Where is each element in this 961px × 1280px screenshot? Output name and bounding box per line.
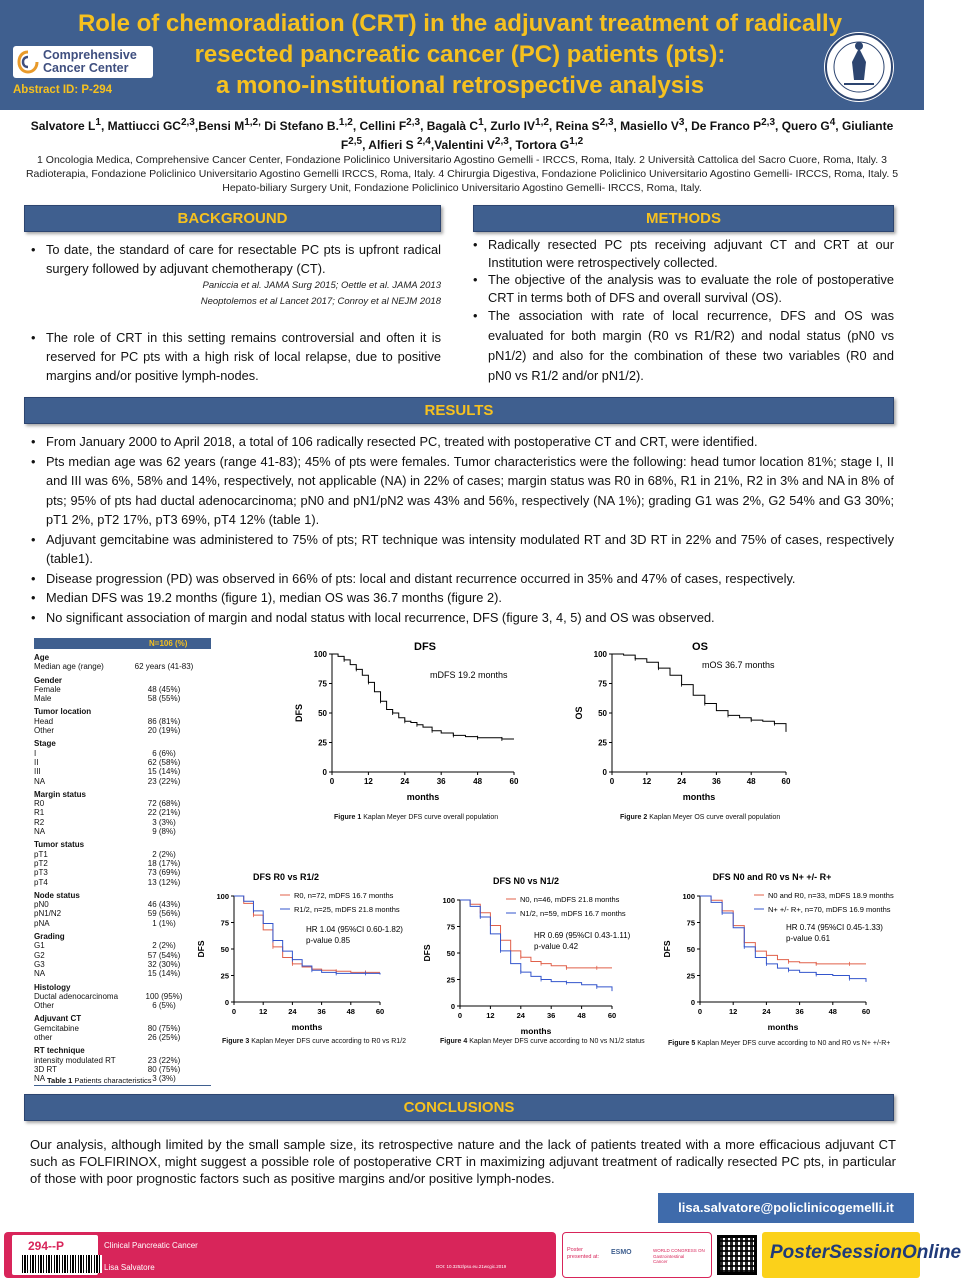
table-group — [34, 1014, 211, 1042]
table-row-value: 23 (22%) — [147, 776, 181, 786]
table-row-value: 100 (95%) — [145, 991, 183, 1001]
chart0-x-label: months — [406, 792, 440, 802]
chart1-y-tick-label: 50 — [598, 709, 607, 718]
chart2-x-tick-label: 60 — [375, 1007, 385, 1016]
table-row-value: 46 (43%) — [147, 900, 181, 910]
table-row-label: R2 — [34, 817, 45, 827]
poster-id-box — [12, 1235, 98, 1275]
table-row-label: G3 — [34, 959, 45, 969]
chart4-y-tick-label: 25 — [686, 971, 695, 981]
results-bullet — [26, 530, 894, 569]
table-row-label: pT3 — [34, 868, 48, 878]
pso-logo-text: PosterSessionOnline — [770, 1242, 961, 1263]
table-row — [34, 808, 211, 817]
figure5-dfs-n0r0-vs-nplus-chart — [662, 868, 894, 1032]
chart4-legend-entry: N0 and R0, n=33, mDFS 18.9 months — [768, 891, 894, 900]
chart2-y-tick-label: 25 — [220, 971, 229, 981]
table-group-title: Adjuvant CT — [34, 1014, 82, 1024]
table-row-value: 20 (19%) — [147, 726, 181, 736]
chart4-x-label: months — [767, 1022, 799, 1032]
chart3-legend-entry: N0, n=46, mDFS 21.8 months — [520, 895, 620, 904]
results-bullet-text: Pts median age was 62 years (range 41-83); 45% of pts were females. Tumor characteristics were the following: head tumor location 81%; stage I, II and III was 6%, 58% and 14%, respectively, not applicable (NA) in 22% of cases; margin status was R0 in 68%, R1 in 21%, R2 in 3% and NA in 8% of pts; 95% of pts had ductal adenocarcinoma; pN0 and pN1/pN2 was 43% and 56%, respectively (NA 1%); grading G1 was 2%, G2 54% and G3 30%; pT1 2%, pT2 17%, pT3 69%, pT4 12% (table 1). — [46, 453, 894, 527]
table-row — [34, 1065, 211, 1074]
chart3-x-tick-label: 24 — [516, 1011, 525, 1020]
chart2-x-tick-label: 48 — [346, 1007, 355, 1016]
table-row — [34, 694, 211, 703]
gi-congress-logo — [653, 1248, 705, 1265]
cancer-center-logo-icon — [17, 50, 39, 74]
chart3-y-tick-label: 100 — [442, 896, 455, 905]
chart4-title: DFS N0 and R0 vs N+ +/- R+ — [712, 872, 832, 882]
table-row-value: 26 (25%) — [147, 1032, 181, 1042]
chart2-x-tick-label: 0 — [231, 1007, 237, 1016]
chart4-y-label: DFS — [662, 940, 672, 958]
table-row — [34, 717, 211, 726]
background-bullet-text: To date, the standard of care for resectable PC pts is upfront radical surgery followed by adjuvant chemotherapy (CT). — [46, 242, 441, 276]
table-row-value: 23 (22%) — [147, 1055, 181, 1065]
table-caption-label: Table 1 — [47, 1076, 73, 1085]
chart3-legend-entry: N1/2, n=59, mDFS 16.7 months — [520, 909, 626, 918]
table-row-value: 9 (8%) — [152, 827, 176, 837]
table-row-label: Other — [34, 1001, 55, 1011]
table-row — [34, 818, 211, 827]
chart2-annotation: p-value 0.85 — [306, 936, 351, 945]
footer-author: Lisa Salvatore — [104, 1263, 155, 1272]
gi-line3: Cancer — [653, 1259, 668, 1264]
table-row — [34, 1024, 211, 1033]
title-line2: resected pancreatic cancer (PC) patients (pts): — [194, 41, 726, 68]
figure4-caption-label: Figure 4 — [440, 1038, 468, 1045]
chart0-y-tick-label: 50 — [318, 709, 327, 718]
table-row-value: 62 years (41-83) — [134, 662, 194, 672]
figure5-caption-text: Kaplan Meyer DFS curve according to N0 and R0 vs N+ +/-R+ — [697, 1040, 891, 1047]
table-row-value: 15 (14%) — [147, 767, 181, 777]
abstract-id: Abstract ID: P-294 — [13, 84, 113, 96]
table-row-label: Ductal adenocarcinoma — [34, 991, 119, 1001]
chart1-title: OS — [692, 641, 708, 653]
presented-line2: presented at: — [567, 1254, 600, 1260]
methods-bullet — [468, 271, 894, 306]
table-group-title: Age — [34, 653, 50, 662]
chart2-x-label: months — [291, 1022, 323, 1032]
gi-line1: WORLD CONGRESS ON — [653, 1248, 705, 1253]
figure1-caption-label: Figure 1 — [334, 814, 362, 821]
table-row — [34, 919, 211, 928]
table-row-label: pN0 — [34, 900, 49, 910]
footer-info-bar — [4, 1232, 556, 1278]
table-row-label: II — [34, 757, 39, 767]
chart2-legend-entry: R1/2, n=25, mDFS 21.8 months — [294, 905, 400, 914]
poster-footer — [0, 1232, 961, 1280]
table-group — [34, 676, 211, 704]
chart2-title: DFS R0 vs R1/2 — [252, 872, 320, 882]
table-row-value: 6 (6%) — [152, 748, 176, 758]
methods-bullet-text: The objective of the analysis was to evaluate the role of postoperative CRT in terms both of DFS and overall survival (OS). — [488, 272, 894, 305]
table-group-title: Grading — [34, 932, 65, 942]
chart4-x-tick-label: 36 — [795, 1007, 804, 1016]
table-row-value: 62 (58%) — [147, 757, 181, 767]
table-group-title: Tumor status — [34, 840, 85, 850]
chart1-x-tick-label: 36 — [711, 777, 721, 786]
table-row — [34, 969, 211, 978]
table-group — [34, 891, 211, 928]
table-group-title: RT technique — [34, 1046, 85, 1056]
figure3-caption-label: Figure 3 — [222, 1038, 250, 1045]
results-bullet-text: From January 2000 to April 2018, a total of 106 radically resected PC, treated with postoperative CT and CRT, were identified. — [46, 434, 758, 449]
table-row-label: NA — [34, 776, 46, 786]
background-heading-bar — [24, 205, 441, 232]
table-group — [34, 653, 211, 672]
table-group — [34, 790, 211, 836]
title-line1: Role of chemoradiation (CRT) in the adjuvant treatment of radically — [77, 10, 843, 37]
table-row-label: G1 — [34, 941, 45, 951]
table-row — [34, 1056, 211, 1065]
methods-bullet — [468, 236, 894, 271]
figure4-caption-text: Kaplan Meyer DFS curve according to N0 vs N1/2 status — [469, 1038, 645, 1045]
table-row-value: 80 (75%) — [147, 1023, 181, 1033]
logo-line2: Cancer Center — [43, 61, 129, 75]
table-row-label: pT4 — [34, 877, 48, 887]
table-row-label: pT2 — [34, 858, 48, 868]
figure1-dfs-chart — [290, 636, 530, 808]
title-line3: a mono-institutional retrospective analysis — [215, 72, 705, 99]
table-header-row — [34, 638, 211, 649]
table-row-value: 73 (69%) — [147, 868, 181, 878]
table-row-label: Gemcitabine — [34, 1023, 79, 1033]
table-row-label: NA — [34, 827, 46, 837]
university-seal-icon — [824, 32, 894, 102]
chart2-x-tick-label: 36 — [317, 1007, 326, 1016]
figure1-caption — [334, 814, 498, 821]
chart1-y-label: OS — [574, 706, 584, 720]
table-row — [34, 758, 211, 767]
conclusions-heading-bar — [24, 1094, 894, 1121]
table-row-label: G2 — [34, 950, 45, 960]
chart2-x-tick-label: 12 — [259, 1007, 268, 1016]
results-heading-bar — [24, 397, 894, 424]
chart3-annotation: HR 0.69 (95%CI 0.43-1.11) — [534, 931, 631, 940]
chart1-x-tick-label: 24 — [677, 777, 687, 786]
figure4-caption — [440, 1038, 645, 1045]
footer-topic: Clinical Pancreatic Cancer — [104, 1241, 198, 1250]
table-row — [34, 868, 211, 877]
chart1-x-label: months — [682, 792, 716, 802]
poster-header — [0, 0, 924, 110]
results-bullet — [26, 569, 894, 589]
table-row-label: R1 — [34, 808, 45, 818]
table-row — [34, 960, 211, 969]
table-row-value: 2 (2%) — [152, 941, 176, 951]
poster-session-online-logo[interactable] — [762, 1232, 961, 1278]
table-group-title: Node status — [34, 890, 80, 900]
methods-heading: METHODS — [646, 210, 721, 227]
table-row — [34, 726, 211, 735]
results-bullet-text: Adjuvant gemcitabine was administered to 75% of pts; RT technique was intensity modulated RT and 3D RT in 22% and 75% of cases, respectively (table1). — [46, 531, 894, 566]
chart0-annotation: mDFS 19.2 months — [430, 670, 508, 680]
chart3-y-tick-label: 0 — [450, 1002, 455, 1011]
chart2-y-tick-label: 0 — [224, 998, 229, 1007]
chart0-y-tick-label: 75 — [318, 679, 327, 689]
chart4-x-tick-label: 60 — [861, 1007, 871, 1016]
chart4-y-tick-label: 0 — [690, 998, 695, 1007]
chart1-x-tick-label: 60 — [781, 777, 791, 786]
table-row-value: 3 (3%) — [152, 817, 176, 827]
results-bullet-text: Disease progression (PD) was observed in 66% of pts: local and distant recurrence occurred in 35% and 47% of cases, respectively. — [46, 570, 796, 586]
table-row-label: other — [34, 1032, 53, 1042]
chart1-y-tick-label: 100 — [593, 650, 607, 659]
table-row-value: 32 (30%) — [147, 959, 181, 969]
figure2-caption-label: Figure 2 — [620, 814, 648, 821]
table-row-value: 15 (14%) — [147, 969, 181, 979]
table-row — [34, 827, 211, 836]
table-bottom-rule — [34, 1085, 211, 1086]
figure2-caption — [620, 814, 780, 821]
background-bullet-text: The role of CRT in this setting remains controversial and often it is reserved for PC pts with a high risk of local relapse, due to positive margins and/or positive lymph-nodes. — [46, 330, 441, 383]
table-row-value: 59 (56%) — [147, 909, 181, 919]
table-row-value: 22 (21%) — [147, 808, 181, 818]
figure3-dfs-r0-vs-r12-chart — [196, 868, 403, 1032]
chart1-x-tick-label: 12 — [642, 777, 652, 786]
chart3-y-tick-label: 75 — [446, 922, 455, 932]
chart3-y-label: DFS — [422, 944, 432, 962]
chart3-annotation: p-value 0.42 — [534, 942, 579, 951]
qr-code-icon[interactable] — [717, 1235, 757, 1275]
poster-title — [40, 8, 880, 101]
table-row-label: Female — [34, 684, 61, 694]
table-row — [34, 767, 211, 776]
footer-side-code: 21WCGIC — [5, 1249, 11, 1272]
table-row — [34, 909, 211, 918]
table-row-value: 72 (68%) — [147, 799, 181, 809]
table-row — [34, 951, 211, 960]
chart4-legend-entry: N+ +/- R+, n=70, mDFS 16.9 months — [768, 905, 891, 914]
patient-characteristics-table — [34, 638, 211, 1086]
table-row-label: pT1 — [34, 849, 48, 859]
chart0-x-tick-label: 24 — [400, 777, 410, 786]
table-row-value: 3 (3%) — [152, 1074, 176, 1084]
table-row-label: NA — [34, 969, 46, 979]
chart0-title: DFS — [414, 641, 436, 653]
chart1-x-tick-label: 0 — [609, 777, 615, 786]
chart4-x-tick-label: 0 — [697, 1007, 703, 1016]
chart0-x-tick-label: 36 — [436, 777, 446, 786]
table-group — [34, 707, 211, 735]
figure1-caption-text: Kaplan Meyer DFS curve overall population — [363, 814, 499, 821]
results-heading: RESULTS — [424, 402, 494, 419]
table-row — [34, 941, 211, 950]
table-row — [34, 859, 211, 868]
chart2-y-tick-label: 50 — [220, 945, 229, 954]
table-row — [34, 662, 211, 671]
table-row — [34, 749, 211, 758]
chart4-y-tick-label: 100 — [682, 892, 695, 901]
background-heading: BACKGROUND — [177, 210, 288, 227]
results-bullet — [26, 452, 894, 530]
chart4-annotation: HR 0.74 (95%CI 0.45-1.33) — [786, 923, 883, 932]
footer-doi: DOI: 10.3252/pso.eu.21wcgic.2019 — [436, 1264, 507, 1269]
chart3-title: DFS N0 vs N1/2 — [492, 876, 560, 886]
table-row-label: pN1/N2 — [34, 909, 62, 919]
chart0-y-tick-label: 25 — [318, 738, 327, 748]
table-group — [34, 932, 211, 978]
chart3-x-tick-label: 60 — [607, 1011, 617, 1020]
chart3-x-tick-label: 12 — [486, 1011, 495, 1020]
table-row-label: NA — [34, 1074, 46, 1084]
table-row — [34, 777, 211, 786]
figure2-caption-text: Kaplan Meyer OS curve overall population — [649, 814, 781, 821]
figure5-caption — [668, 1040, 890, 1047]
table-row — [34, 992, 211, 1001]
chart2-y-tick-label: 100 — [216, 892, 229, 901]
chart3-x-label: months — [520, 1026, 552, 1036]
background-bullet — [26, 328, 441, 385]
background-citation: Neoptolemos et al Lancet 2017; Conroy et al NEJM 2018 — [200, 296, 441, 307]
table-group-title: Histology — [34, 982, 71, 992]
table-row — [34, 878, 211, 887]
table-row-value: 48 (45%) — [147, 684, 181, 694]
presented-at-box — [562, 1232, 712, 1278]
table-group-title: Margin status — [34, 789, 87, 799]
chart3-x-tick-label: 48 — [577, 1011, 586, 1020]
esmo-logo: ESMO — [611, 1249, 632, 1256]
table-group — [34, 840, 211, 886]
methods-bullet-text: Radically resected PC pts receiving adjuvant CT and CRT at our Institution were retrospectively collected. — [488, 237, 894, 270]
table-row — [34, 1033, 211, 1042]
table-row-value: 80 (75%) — [147, 1064, 181, 1074]
chart1-y-tick-label: 25 — [598, 738, 607, 748]
table-group — [34, 739, 211, 785]
figure2-os-chart — [574, 636, 804, 808]
chart3-x-tick-label: 0 — [457, 1011, 463, 1020]
table-body — [34, 653, 211, 1083]
author-list: Salvatore $L^1$, Mattiucci GC$^{2,3}$,Bensi $M^{1,2,}$ Di Stefano B.$^{1,2}$, Cellini F$^{2,3}$, Bagalà $C^1$, Zurlo IV$^{1,2}$, Reina S$^{2,3}$, Masiello $V^3$, De Franco P$^{2,3}$, Quero $G^4$, Giuliante F$^{2,5}$, Alfieri S $^{2,4}$,Valentini V$^{2,3}$, Tortora G$^{1,2}$ — [30, 117, 894, 152]
background-citation: Paniccia et al. JAMA Surg 2015; Oettle et al. JAMA 2013 — [202, 280, 441, 291]
methods-section — [468, 236, 894, 386]
table-group — [34, 983, 211, 1011]
chart0-x-tick-label: 60 — [509, 777, 519, 786]
table-row-value: 6 (5%) — [152, 1001, 176, 1011]
chart2-legend-entry: R0, n=72, mDFS 16.7 months — [294, 891, 394, 900]
background-section — [26, 240, 441, 385]
table-group-title: Gender — [34, 675, 63, 685]
gi-line2: Gastrointestinal — [653, 1253, 685, 1259]
chart4-x-tick-label: 12 — [729, 1007, 738, 1016]
table-row-label: III — [34, 767, 41, 777]
table-group-title: Stage — [34, 739, 56, 749]
affiliations: 1 Oncologia Medica, Comprehensive Cancer Center, Fondazione Policlinico Universitario Agostino Gemelli - IRCCS, Roma, Italy. 2 Università Cattolica del Sacro Cuore, Roma, Italy. 3 Radioterapia, Fondazione Policlinico Universitario Agostino Gemelli IRCCS, Roma, Italy. 4 Chirurgia Digestiva, Fondazione Policlinico Universitario Agostino Gemelli- IRCCS, Roma, Italy. 5 Hepato-biliary Surgery Unit, Fondazione Policlinico Universitario Agostino Gemelli- IRCCS, Roma, Italy. — [25, 154, 899, 194]
table-row-value: 1 (1%) — [152, 918, 176, 928]
table-row-label: 3D RT — [34, 1064, 57, 1074]
chart0-series-0-line — [332, 654, 514, 739]
table-caption-text: Patients characteristics — [74, 1076, 152, 1085]
results-bullet-text: No significant association of margin and nodal status with local recurrence, DFS (figure 3, 4, 5) and OS was observed. — [46, 609, 715, 625]
results-bullet-text: Median DFS was 19.2 months (figure 1), median OS was 36.7 months (figure 2). — [46, 590, 502, 605]
presented-line1: Poster — [567, 1247, 583, 1253]
table-row-value: 57 (54%) — [147, 950, 181, 960]
chart4-x-tick-label: 48 — [828, 1007, 837, 1016]
table-row-label: Median age (range) — [34, 662, 104, 672]
results-bullet — [26, 588, 894, 608]
chart1-y-tick-label: 75 — [598, 679, 607, 689]
chart0-x-tick-label: 48 — [473, 777, 483, 786]
chart2-x-tick-label: 24 — [288, 1007, 297, 1016]
chart0-y-tick-label: 0 — [322, 768, 327, 777]
conclusions-heading: CONCLUSIONS — [403, 1099, 515, 1116]
results-bullet — [26, 608, 894, 628]
table-row-label: Other — [34, 726, 55, 736]
table-row-label: R0 — [34, 799, 45, 809]
results-section — [26, 432, 894, 627]
table-row-label: I — [34, 748, 37, 758]
chart2-y-tick-label: 75 — [220, 918, 229, 928]
chart0-y-label: DFS — [294, 704, 304, 722]
chart0-x-tick-label: 12 — [363, 777, 373, 786]
conclusions-text: Our analysis, although limited by the small sample size, its retrospective nature and the lack of patients treated with a more efficacious adjuvant CT such as FOLFIRINOX, might suggest a possible role of postoperative CRT in maximizing adjuvant treatment of radically resected PC pts, in particular of those with poor prognostic factors such as positive margins and/or positive lymph-nodes. — [30, 1137, 896, 1186]
barcode-icon — [22, 1255, 102, 1273]
contact-email-link[interactable]: lisa.salvatore@policlinicogemelli.it — [658, 1193, 914, 1223]
figure3-caption — [222, 1038, 406, 1045]
table-row-label: intensity modulated RT — [34, 1055, 116, 1065]
chart3-y-tick-label: 50 — [446, 949, 455, 958]
chart4-x-tick-label: 24 — [762, 1007, 771, 1016]
chart2-annotation: HR 1.04 (95%CI 0.60-1.82) — [306, 925, 403, 934]
table-header-value: N=106 (%) — [149, 639, 188, 648]
table-row-label: pNA — [34, 918, 50, 928]
chart4-y-tick-label: 75 — [686, 918, 695, 928]
chart3-y-tick-label: 25 — [446, 975, 455, 985]
logo-line1: Comprehensive — [43, 48, 137, 62]
methods-heading-bar — [473, 205, 894, 232]
chart3-x-tick-label: 36 — [547, 1011, 556, 1020]
table-group-title: Tumor location — [34, 707, 92, 717]
chart0-x-tick-label: 0 — [329, 777, 335, 786]
table-row — [34, 1001, 211, 1010]
methods-bullet — [468, 306, 894, 386]
table-row-value: 58 (55%) — [147, 694, 181, 704]
chart1-y-tick-label: 0 — [602, 768, 607, 777]
chart4-y-tick-label: 50 — [686, 945, 695, 954]
figure4-dfs-n0-vs-n12-chart — [422, 872, 631, 1036]
figure5-caption-label: Figure 5 — [668, 1040, 696, 1047]
table-row — [34, 900, 211, 909]
chart1-annotation: mOS 36.7 months — [702, 660, 775, 670]
poster-id: 294--P — [28, 1239, 65, 1253]
table-row — [34, 850, 211, 859]
table-caption — [47, 1076, 152, 1085]
table-row-label: Male — [34, 694, 52, 704]
methods-bullet-text: The association with rate of local recurrence, DFS and OS was evaluated for both margin (R0 vs R1/R2) and nodal status (pN0 vs pN1/2) and also for the combination of these two variables (R0 and pN0 vs R1/2 and/or pN1/2). — [488, 308, 894, 383]
chart2-y-label: DFS — [196, 940, 206, 958]
presented-at-label — [567, 1247, 599, 1261]
table-row-value: 18 (17%) — [147, 858, 181, 868]
results-bullet — [26, 432, 894, 452]
chart4-annotation: p-value 0.61 — [786, 934, 831, 943]
table-row — [34, 799, 211, 808]
figure3-caption-text: Kaplan Meyer DFS curve according to R0 vs R1/2 — [251, 1038, 407, 1045]
background-bullet — [26, 240, 441, 278]
chart1-x-tick-label: 48 — [746, 777, 756, 786]
table-row — [34, 685, 211, 694]
table-row-value: 86 (81%) — [147, 716, 181, 726]
table-row-value: 13 (12%) — [147, 877, 181, 887]
table-row-value: 2 (2%) — [152, 849, 176, 859]
chart0-y-tick-label: 100 — [313, 650, 327, 659]
table-row-label: Head — [34, 716, 54, 726]
